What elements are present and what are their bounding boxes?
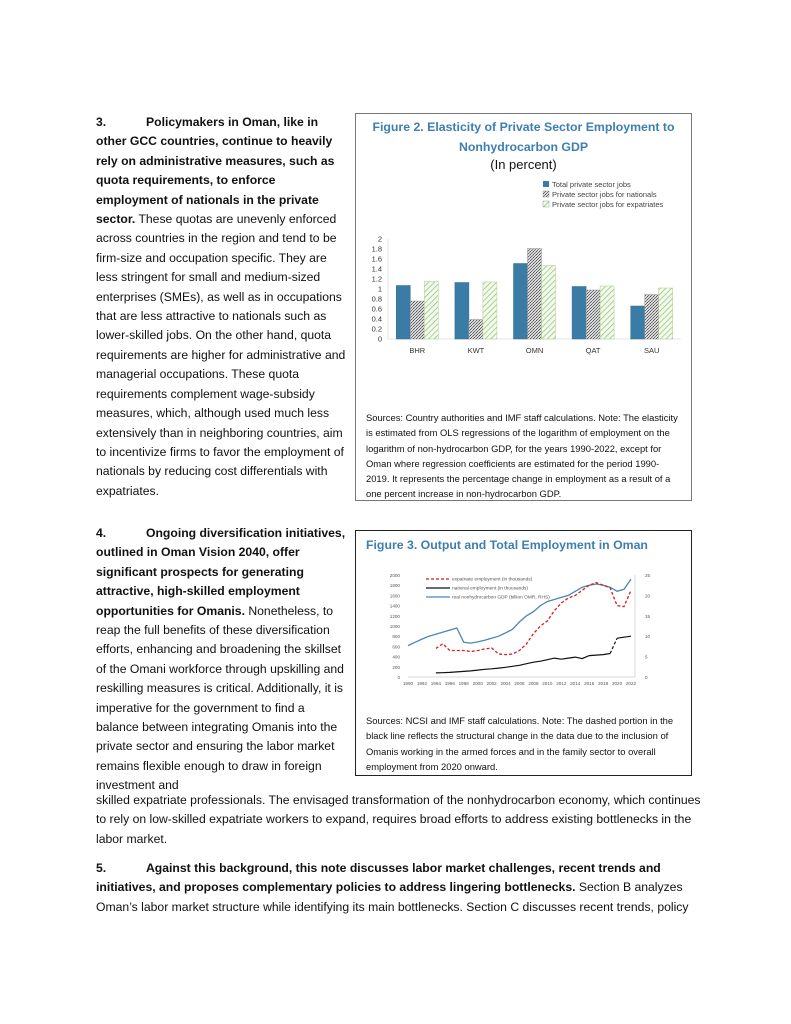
svg-text:2014: 2014 — [570, 681, 581, 686]
figure-3-line-chart — [356, 567, 691, 707]
paragraph-number: 4. — [96, 526, 107, 540]
svg-text:400: 400 — [392, 654, 400, 660]
figure-2-bar-chart — [356, 179, 691, 404]
svg-text:Total private sector jobs: Total private sector jobs — [552, 180, 631, 189]
bar — [586, 290, 600, 339]
svg-text:1.4: 1.4 — [371, 264, 382, 274]
svg-text:600: 600 — [392, 644, 400, 650]
svg-text:1.2: 1.2 — [371, 274, 382, 284]
svg-text:2004: 2004 — [500, 681, 511, 686]
svg-text:0.2: 0.2 — [371, 324, 382, 334]
svg-text:2020: 2020 — [611, 681, 623, 686]
svg-text:800: 800 — [392, 634, 400, 640]
figure-2-title-line2: Nonhydrocarbon GDP — [458, 140, 589, 154]
svg-text:20: 20 — [645, 593, 651, 599]
paragraph-4-continued: skilled expatriate professionals. The envisaged transformation of the nonhydrocarbon economy, which continues to rely on low-skilled expatriate workers to expand, requires broad efforts to address existing bottlenecks in the labor market. — [96, 793, 701, 846]
svg-text:0.8: 0.8 — [371, 294, 382, 304]
svg-text:10: 10 — [645, 634, 651, 640]
svg-text:2006: 2006 — [514, 681, 525, 686]
svg-text:1600: 1600 — [389, 593, 400, 599]
svg-text:1994: 1994 — [430, 681, 441, 686]
bar — [645, 295, 659, 340]
svg-text:0: 0 — [397, 675, 400, 680]
paragraph-lead: Against this background, this note discusses labor market challenges, recent trends and initiatives, and proposes complementary policies to address lingering bottlenecks. — [96, 861, 661, 895]
svg-text:real nonhydrocarbon GDP (billi: real nonhydrocarbon GDP (billion OMR, RHS) — [452, 595, 550, 601]
svg-text:1800: 1800 — [389, 583, 400, 589]
bar — [600, 286, 614, 339]
svg-text:25: 25 — [645, 573, 651, 578]
paragraph-number: 5. — [96, 861, 107, 875]
svg-text:2022: 2022 — [625, 681, 637, 686]
svg-text:0.4: 0.4 — [371, 314, 382, 324]
paragraph-3 — [96, 113, 348, 501]
svg-text:2: 2 — [377, 234, 382, 244]
svg-text:Private sector jobs for nation: Private sector jobs for nationals — [552, 190, 657, 199]
svg-text:Private sector jobs for expatr: Private sector jobs for expatriates — [552, 200, 664, 209]
figure-2-subtitle: (In percent) — [490, 157, 557, 172]
svg-text:1400: 1400 — [389, 603, 400, 609]
chart-legend — [543, 180, 664, 209]
paragraph-lead: Ongoing diversification initiatives, outlined in Oman Vision 2040, offer significant prospects for generating attractive, high-skilled employment opportunities for Omanis. — [96, 526, 346, 618]
expatriate-line — [436, 583, 631, 655]
national-line — [436, 654, 610, 673]
svg-text:KWT: KWT — [467, 346, 485, 355]
svg-text:2012: 2012 — [556, 681, 567, 686]
figure-2-title — [356, 117, 691, 157]
svg-text:expatriate employment (in thou: expatriate employment (in thousands) — [452, 577, 533, 583]
figure-3-note: Sources: NCSI and IMF staff calculations. Note: The dashed portion in the black line reflects the structural change in the data due to the inclusion of Omanis working in the armed forces and in the family sector to overall employment from 2020 onward. — [366, 715, 674, 772]
svg-text:2000: 2000 — [472, 681, 483, 686]
svg-text:2002: 2002 — [486, 681, 497, 686]
svg-text:1: 1 — [377, 284, 382, 294]
svg-text:1990: 1990 — [402, 681, 414, 686]
bar — [396, 286, 410, 340]
paragraph-body: These quotas are unevenly enforced across countries in the region and tend to be firm-size and occupation specific. They are less stringent for small and medium-sized enterprises (SMEs), as well as in occupations that are less attractive to nationals such as lower-skilled jobs. On the other hand, quota requirements are higher for administrative and managerial occupations. These quota requirements complement wage-subsidy measures, which, although used much less extensively than in neighboring countries, aim to incentivize firms to favor the employment of nationals by reducing cost differentials with expatriates. — [96, 212, 346, 498]
svg-text:1200: 1200 — [389, 613, 400, 619]
svg-text:15: 15 — [645, 613, 651, 619]
figure-3-title: Figure 3. Output and Total Employment in Oman — [366, 538, 648, 552]
svg-text:QAT: QAT — [585, 346, 601, 355]
paragraph-4 — [96, 524, 348, 796]
svg-text:1996: 1996 — [444, 681, 455, 686]
svg-text:BHR: BHR — [409, 346, 426, 355]
bar — [572, 287, 586, 340]
bar — [659, 288, 673, 339]
svg-text:2016: 2016 — [584, 681, 595, 686]
svg-text:national employment (in thousa: national employment (in thousands) — [452, 586, 528, 592]
bar — [455, 283, 469, 340]
bar — [528, 249, 542, 340]
bar — [410, 301, 424, 339]
svg-text:200: 200 — [392, 664, 400, 670]
figure-2-note: Sources: Country authorities and IMF staff calculations. Note: The elasticity is estimated from OLS regressions of the logarithm of employment on the logarithm of non-hydrocarbon GDP, for the years 1990-2022, except for Oman where regression coefficients are estimated for the period 1990-2019. It represents the percentage change in employment as a result of a one percent increase in non-hydrocarbon GDP. — [366, 412, 678, 500]
svg-text:0: 0 — [377, 334, 382, 344]
svg-text:2018: 2018 — [598, 681, 609, 686]
svg-text:2000: 2000 — [389, 573, 400, 578]
svg-text:SAU: SAU — [643, 346, 660, 355]
svg-text:0: 0 — [645, 675, 648, 680]
svg-text:1998: 1998 — [458, 681, 469, 686]
svg-text:2010: 2010 — [542, 681, 553, 686]
svg-text:0.6: 0.6 — [371, 304, 382, 314]
paragraph-number: 3. — [96, 115, 107, 129]
svg-text:1000: 1000 — [389, 624, 400, 629]
bar — [469, 320, 483, 340]
figure-2 — [355, 113, 692, 501]
bar — [424, 282, 438, 340]
chart-legend — [426, 577, 550, 601]
figure-2-title-line1: Figure 2. Elasticity of Private Sector Employment to — [372, 120, 675, 134]
paragraph-body: Section B analyzes Oman’s labor market structure while identifying its main bottlenecks. Section C discusses recent trends, policy — [96, 880, 689, 914]
bar — [483, 282, 497, 339]
paragraph-lead: Policymakers in Oman, like in other GCC countries, continue to heavily rely on administrative measures, such as quota requirements, to enforce employment of nationals in the private sector. — [96, 115, 335, 227]
svg-text:1992: 1992 — [416, 681, 428, 686]
bar — [631, 306, 645, 339]
svg-text:OMN: OMN — [525, 346, 544, 355]
bar — [542, 266, 556, 340]
bar — [514, 264, 528, 340]
svg-text:5: 5 — [645, 654, 648, 660]
paragraph-body: Nonetheless, to reap the full benefits of these diversification efforts, enhancing and broadening the skillset of the Omani workforce through upskilling and reskilling measures is critical. Additionally, it is imperative for the government to find a balance between integrating Omanis into the private sector and ensuring the labor market remains flexible enough to draw in foreign investment and — [96, 603, 344, 793]
svg-text:1.8: 1.8 — [371, 244, 382, 254]
svg-text:2008: 2008 — [528, 681, 539, 686]
svg-text:1.6: 1.6 — [371, 254, 382, 264]
figure-3 — [355, 530, 692, 776]
paragraph-5 — [96, 859, 706, 917]
